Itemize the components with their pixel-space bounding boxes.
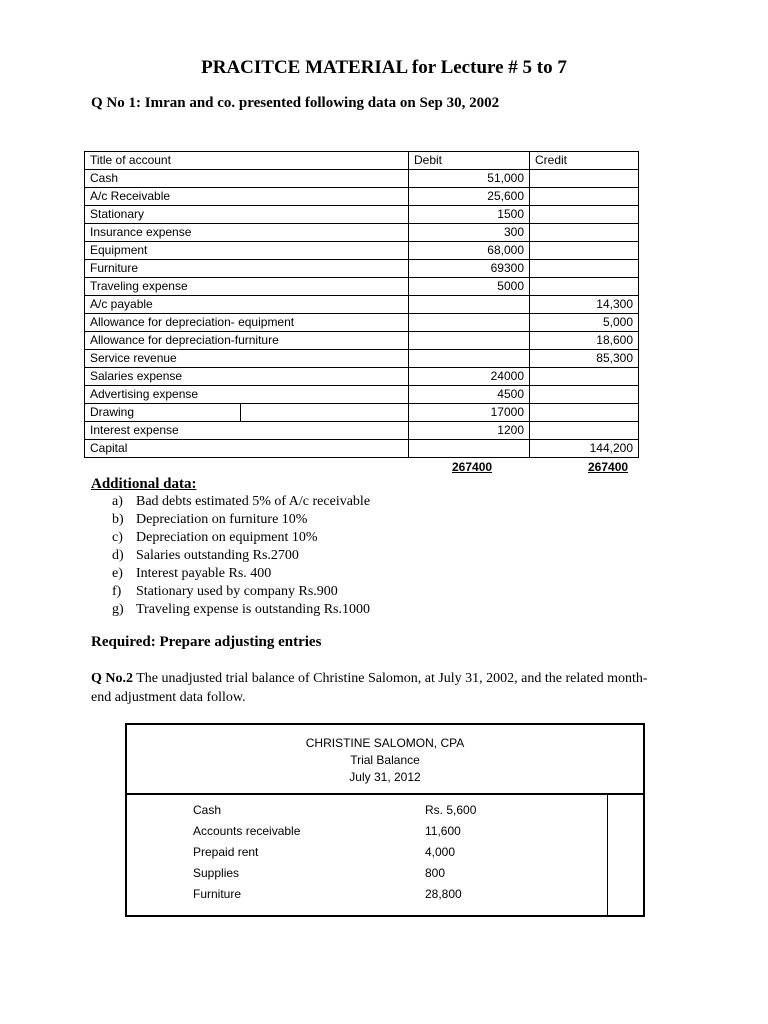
account-amount: Rs. 5,600 [425, 803, 477, 817]
account-title-cell: Stationary [85, 206, 409, 224]
credit-cell [530, 170, 639, 188]
account-amount: 28,800 [425, 887, 462, 901]
table-row [85, 368, 639, 386]
table-row [85, 296, 639, 314]
list-text: Salaries outstanding Rs.2700 [136, 548, 299, 563]
debit-cell: 4500 [409, 386, 530, 404]
company-name: CHRISTINE SALOMON, CPA [305, 736, 465, 750]
credit-cell [530, 422, 639, 440]
required-instruction: Required: Prepare adjusting entries [91, 634, 322, 650]
credit-cell [530, 224, 639, 242]
trial-balance-table [84, 151, 639, 458]
debit-cell: 69300 [409, 260, 530, 278]
list-text: Bad debts estimated 5% of A/c receivable [136, 494, 371, 509]
list-item [112, 601, 370, 619]
list-item [112, 529, 370, 547]
header-credit: Credit [530, 152, 639, 170]
credit-cell: 18,600 [530, 332, 639, 350]
account-title-cell: Allowance for depreciation- equipment [85, 314, 409, 332]
credit-cell: 144,200 [530, 440, 639, 458]
additional-data-list [112, 493, 370, 619]
credit-cell: 85,300 [530, 350, 639, 368]
account-name: Accounts receivable [193, 824, 301, 838]
debit-cell [409, 440, 530, 458]
list-marker: b) [112, 512, 124, 527]
account-title-cell: Furniture [85, 260, 409, 278]
credit-cell [530, 278, 639, 296]
account-title-cell: Interest expense [85, 422, 409, 440]
table-row [85, 224, 639, 242]
account-title-cell: Salaries expense [85, 368, 409, 386]
debit-cell: 51,000 [409, 170, 530, 188]
question-1-heading: Q No 1: Imran and co. presented following data on Sep 30, 2002 [91, 95, 500, 111]
cell-divider [240, 404, 241, 421]
account-amount: 800 [425, 866, 446, 880]
debit-cell: 68,000 [409, 242, 530, 260]
list-text: Depreciation on equipment 10% [136, 530, 318, 545]
question-2-text [91, 669, 651, 707]
page-title: PRACITCE MATERIAL for Lecture # 5 to 7 [201, 57, 567, 78]
additional-data-heading: Additional data: [91, 476, 197, 492]
account-title-cell: Capital [85, 440, 409, 458]
statement-name: Trial Balance [350, 753, 420, 767]
question-2-label: Q No.2 [91, 671, 133, 686]
table-row [85, 314, 639, 332]
table-row [85, 188, 639, 206]
account-title-cell: A/c Receivable [85, 188, 409, 206]
table-row [85, 206, 639, 224]
account-title-cell: Cash [85, 170, 409, 188]
table-row [85, 350, 639, 368]
list-item [112, 493, 370, 511]
debit-cell: 24000 [409, 368, 530, 386]
account-title-cell: Traveling expense [85, 278, 409, 296]
trial-balance-row [193, 845, 593, 863]
account-title-cell: Allowance for depreciation-furniture [85, 332, 409, 350]
question-2-body: The unadjusted trial balance of Christine Salomon, at July 31, 2002, and the related month-end adjustment data follow. [91, 671, 648, 705]
trial-balance-row [193, 866, 593, 884]
account-name: Cash [193, 803, 222, 817]
debit-cell: 25,600 [409, 188, 530, 206]
debit-cell [409, 350, 530, 368]
table-row [85, 260, 639, 278]
credit-cell: 14,300 [530, 296, 639, 314]
table-row [85, 386, 639, 404]
credit-cell [530, 188, 639, 206]
account-title-cell: Advertising expense [85, 386, 409, 404]
account-title-cell [85, 404, 409, 422]
credit-cell: 5,000 [530, 314, 639, 332]
header-debit: Debit [409, 152, 530, 170]
list-marker: f) [112, 584, 122, 599]
debit-cell [409, 296, 530, 314]
table-row [85, 170, 639, 188]
list-marker: d) [112, 548, 124, 563]
account-title-cell: Insurance expense [85, 224, 409, 242]
column-divider [607, 793, 608, 915]
header-title-of-account: Title of account [85, 152, 409, 170]
account-amount: 11,600 [425, 824, 461, 838]
debit-cell: 1200 [409, 422, 530, 440]
statement-date: July 31, 2012 [349, 770, 421, 784]
list-marker: e) [112, 566, 123, 581]
table-row [85, 422, 639, 440]
list-text: Interest payable Rs. 400 [136, 566, 272, 581]
debit-cell: 300 [409, 224, 530, 242]
list-item [112, 547, 370, 565]
trial-balance-row [193, 803, 593, 821]
trial-balance-header [127, 725, 643, 795]
list-item [112, 583, 370, 601]
table-row [85, 404, 639, 422]
account-name: Prepaid rent [193, 845, 259, 859]
account-amount: 4,000 [425, 845, 456, 859]
list-item [112, 511, 370, 529]
credit-cell [530, 242, 639, 260]
table-row [85, 242, 639, 260]
account-title-cell: Equipment [85, 242, 409, 260]
credit-cell [530, 386, 639, 404]
table-row [85, 278, 639, 296]
debit-cell: 5000 [409, 278, 530, 296]
table-row [85, 440, 639, 458]
debit-cell: 1500 [409, 206, 530, 224]
total-credit: 267400 [588, 460, 629, 474]
list-text: Traveling expense is outstanding Rs.1000 [136, 602, 370, 617]
list-marker: c) [112, 530, 123, 545]
debit-cell: 17000 [409, 404, 530, 422]
trial-balance-row [193, 887, 593, 905]
list-text: Stationary used by company Rs.900 [136, 584, 338, 599]
credit-cell [530, 368, 639, 386]
list-marker: g) [112, 602, 124, 617]
table-header-row [85, 152, 639, 170]
credit-cell [530, 206, 639, 224]
debit-cell [409, 332, 530, 350]
list-item [112, 565, 370, 583]
trial-balance-row [193, 824, 593, 842]
total-debit: 267400 [452, 460, 493, 474]
credit-cell [530, 260, 639, 278]
debit-cell [409, 314, 530, 332]
table-row [85, 332, 639, 350]
trial-balance-box [125, 723, 645, 917]
account-name: Furniture [193, 887, 242, 901]
account-title-cell: A/c payable [85, 296, 409, 314]
account-title-text: Drawing [90, 405, 135, 419]
account-title-cell: Service revenue [85, 350, 409, 368]
account-name: Supplies [193, 866, 240, 880]
credit-cell [530, 404, 639, 422]
list-text: Depreciation on furniture 10% [136, 512, 308, 527]
list-marker: a) [112, 494, 123, 509]
